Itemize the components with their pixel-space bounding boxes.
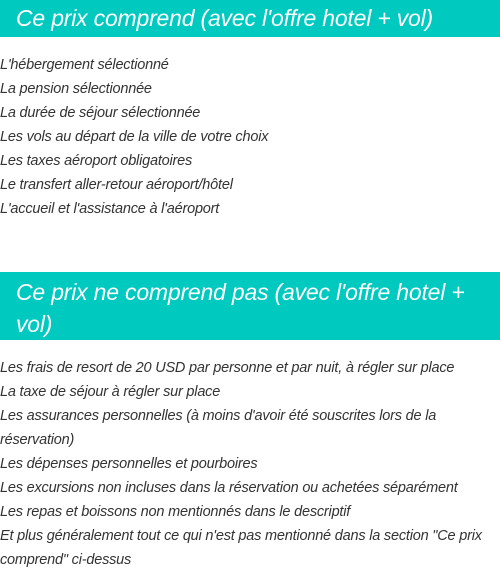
excluded-item-other: Et plus généralement tout ce qui n'est pas mentionné dans la section "Ce prix comprend" ci-dessus: [0, 528, 482, 568]
included-item-transfer: Le transfert aller-retour aéroport/hôtel: [0, 177, 233, 193]
excluded-item-excursions: Les excursions non incluses dans la réservation ou achetées séparément: [0, 480, 458, 496]
excluded-item-personal-expenses: Les dépenses personnelles et pourboires: [0, 456, 258, 472]
excluded-list: [0, 356, 500, 572]
included-item-board: La pension sélectionnée: [0, 81, 152, 97]
included-item-stay-length: La durée de séjour sélectionnée: [0, 105, 201, 121]
excluded-item-meals-drinks: Les repas et boissons non mentionnés dans le descriptif: [0, 504, 351, 520]
excluded-item-resort-fee: Les frais de resort de 20 USD par personne et par nuit, à régler sur place: [0, 360, 455, 376]
excluded-section-title: Ce prix ne comprend pas (avec l'offre hotel + vol): [0, 272, 500, 340]
excluded-item-insurance: Les assurances personnelles (à moins d'avoir été souscrites lors de la réservation): [0, 408, 437, 448]
included-section-title: Ce prix comprend (avec l'offre hotel + vol): [0, 0, 500, 37]
included-item-airport-taxes: Les taxes aéroport obligatoires: [0, 153, 193, 169]
excluded-item-tourist-tax: La taxe de séjour à régler sur place: [0, 384, 221, 400]
included-item-accommodation: L'hébergement sélectionné: [0, 57, 169, 73]
included-item-welcome-assistance: L'accueil et l'assistance à l'aéroport: [0, 201, 220, 217]
included-list: [0, 53, 500, 221]
included-item-flights: Les vols au départ de la ville de votre choix: [0, 129, 269, 145]
